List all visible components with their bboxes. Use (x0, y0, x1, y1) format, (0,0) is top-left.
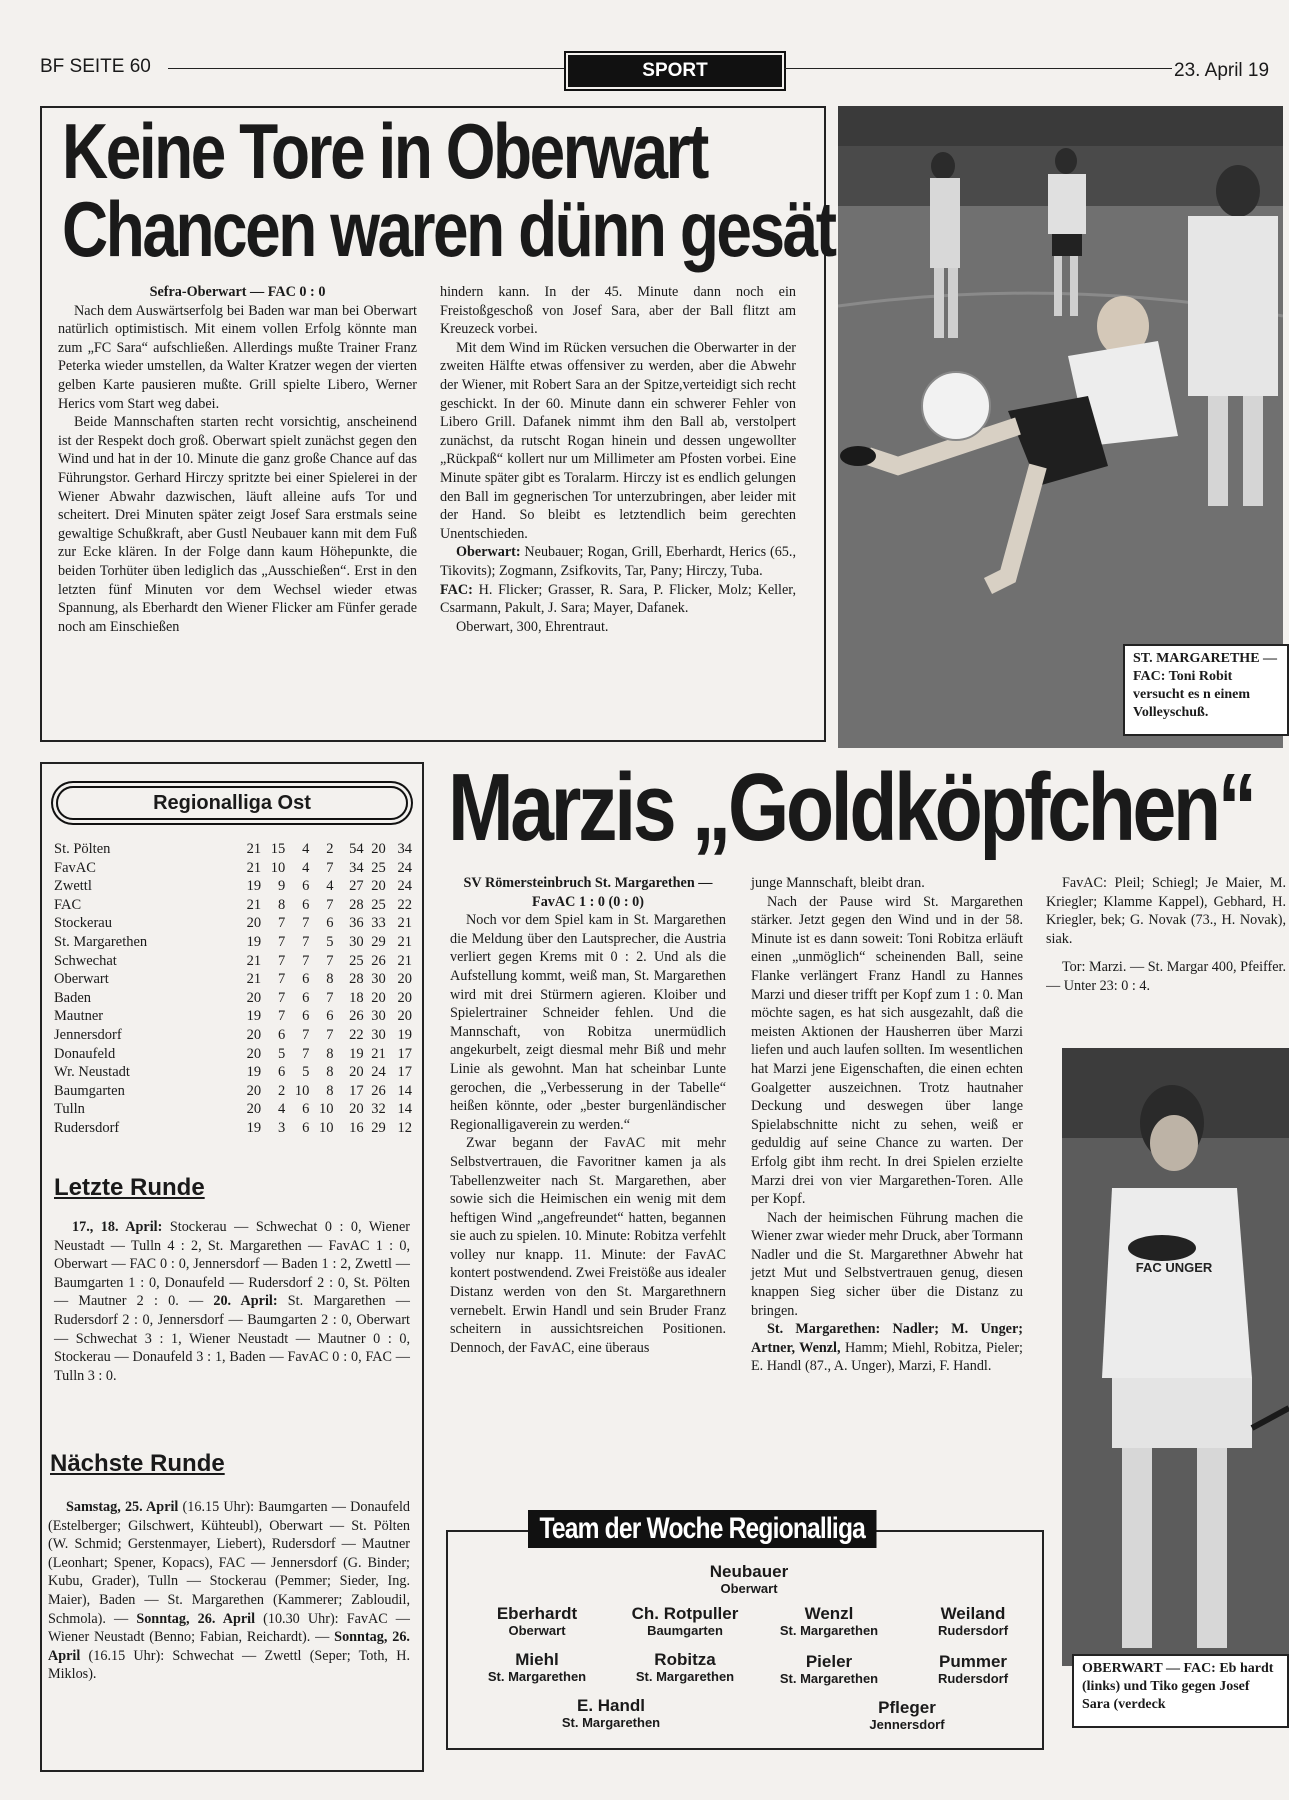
team-name: St. Pölten (54, 841, 111, 857)
stat-cell: 24 (397, 878, 412, 895)
stat-cell: 32 (371, 1101, 386, 1118)
stat-cell: 22 (349, 1026, 364, 1043)
stat-cell: 24 (397, 859, 412, 876)
team-name: FAC (54, 896, 82, 913)
jersey-text: FAC UNGER (1135, 1260, 1213, 1275)
stat-cell: 7 (302, 1026, 310, 1043)
stat-cell: 54 (349, 841, 364, 857)
article-marzi-col-1 (450, 874, 726, 1357)
article-marzi-headline: Marzis „Goldköpfchen“ (448, 754, 1254, 861)
stat-cell: 21 (246, 896, 262, 913)
team-name: Rudersdorf (54, 1119, 120, 1136)
player-club: St. Margarethen (561, 1715, 661, 1730)
match-result: Sefra-Oberwart — FAC 0 : 0 (149, 284, 326, 300)
stat-cell: 4 (278, 1101, 286, 1118)
lineup-oberwart (440, 543, 796, 580)
page-date: 23. April 19 (1174, 60, 1270, 81)
stat-cell: 15 (270, 841, 286, 857)
stat-cell: 8 (278, 896, 286, 913)
stat-cell: 5 (302, 1064, 310, 1081)
header-rule-left (168, 68, 565, 69)
player-club: Oberwart (720, 1581, 778, 1596)
player-name: Pummer (938, 1652, 1008, 1671)
stat-cell: 7 (326, 1026, 334, 1043)
lineup-label: Oberwart: (456, 544, 521, 561)
player-club: St. Margarethen (487, 1669, 587, 1684)
team-name: Tulln (54, 1101, 85, 1118)
stat-cell: 7 (302, 952, 310, 969)
player-club: St. Margarethen (779, 1671, 879, 1686)
article-marzi-col-2 (751, 874, 1023, 1376)
paragraph: Nach dem Auswärtserfolg bei Baden war man bei Oberwart natürlich optimistisch. Mit einem vollen Erfolg könnte man zum „FC Sara“ aufschließen. Allerdings mußte Trainer Franz Peterka wieder umstellen, da Walter Kratzer wegen der vierten gelben Karte pausieren mußte. Grill spielte Libero, Werner Herics vom Start weg dabei. (58, 302, 417, 412)
team-name: St. Margarethen (54, 933, 148, 950)
stat-cell: 3 (278, 1119, 286, 1136)
standings-row (54, 914, 412, 933)
stat-cell: 27 (349, 878, 364, 895)
match-photo-player (1062, 1048, 1289, 1666)
stat-cell: 34 (397, 841, 412, 857)
stat-cell: 2 (278, 1082, 286, 1099)
stat-cell: 6 (278, 1064, 286, 1081)
standings-row (54, 896, 412, 915)
lineup-favac: FavAC: Pleil; Schiegl; Je Maier, M. Kriegler; Klamme Kappel), Gebhard, H. Kriegler, bek; G. Novak (73., H. Novak), siak. (1046, 875, 1286, 947)
results-date: 17., 18. April: (72, 1219, 163, 1235)
stat-cell: 6 (302, 1119, 310, 1136)
lineup-fac (440, 581, 796, 618)
player-name: Ch. Rotpuller (631, 1604, 739, 1623)
stat-cell: 22 (397, 896, 412, 913)
fixtures-text: (16.15 Uhr): Baumgarten — Donaufeld (Estelberger; Gilschwert, Kühteubl), Oberwart — St. Pölten (W. Schmid; Gerstenmayer, Liebert), Rudersdorf — Mautner (Leonhart; Spener, Kopacs), FAC — Jennersdorf (G. Binder; Kubu, Grader), Tulln — Stockerau (Pemmer; Sieder, Ing. Maier), Baden — St. Margarethen (Kammerer; Zabloudil, Schmola). — (48, 1499, 410, 1627)
stat-cell: 4 (302, 841, 310, 857)
team-player (888, 1604, 1058, 1638)
naechste-runde-text (48, 1498, 410, 1684)
team-name: Jennersdorf (54, 1026, 122, 1043)
stat-cell: 25 (371, 859, 386, 876)
stat-cell: 7 (278, 952, 286, 969)
standings-row (54, 1007, 412, 1026)
player-club: Baumgarten (647, 1623, 723, 1638)
stat-cell: 36 (349, 915, 364, 932)
stat-cell: 10 (270, 859, 286, 876)
stat-cell: 26 (349, 1008, 364, 1025)
team-name: Baden (54, 989, 92, 1006)
fixtures-date: Sonntag, 26. April (48, 1629, 410, 1664)
stat-cell: 28 (349, 896, 364, 913)
stat-cell: 29 (371, 933, 386, 950)
photo-caption-oberwart: OBERWART — FAC: Eb hardt (links) und Tiko gegen Josef Sara (verdeck (1072, 1654, 1289, 1728)
team-der-woche-title: Team der Woche Regionalliga (528, 1510, 876, 1548)
paragraph: Noch vor dem Spiel kam in St. Margarethen die Meldung über den Lautsprecher, die Austria verliert gegen Krems mit 0 : 2. Und als die Aufstellung kommt, weiß man, St. Margarethen wird mit drei Stürmern agieren. Kloiber und Spielertrainer Schneider fehlen. Und die Mannschaft, von Robitza unermüdlich angekurbelt, zeigt diesmal mehr Biß und mehr Linie als gewohnt. Man hat scheinbar Lunte gerochen, die „Verbesserung in der Tabelle“ heißen könnte, oder „bester burgenländischer Regionalligaverein zu werden.“ (450, 912, 726, 1133)
paragraph: Nach der Pause wird St. Margarethen stärker. Jetzt gegen den Wind und in der 58. Minute ist es dann soweit: Toni Robitza erläuft einen „unmöglich“ scheinenden Ball, seine Flanke verlängert Franz Handl zu Hannes Marzi und dieser trifft per Kopf zum 1 : 0. Man möchte sagen, es hat sich ausgezahlt, daß die meisten Aktionen der Hausherren über Marzi liefen und auch laufen sollten. Im wesentlichen hat Marzi jene Eigenschaften, die einen echten Goalgetter auszeichnen. Trotz hautnaher Deckung und deswegen über lange Spielabschnitte nicht zu sehen, weiß er geduldig auf seine Chance zu warten. Der Erfolg gibt ihm recht. In drei Spielen erzielte Marzi drei von vier Margarethen-Toren. Alle per Kopf. (751, 893, 1023, 1208)
stat-cell: 20 (397, 1008, 412, 1025)
lineup-text: Neubauer; Rogan, Grill, Eberhardt, Herics (65., Tikovits); Zogmann, Zsifkovits, Tar, Pany; Hirczy, Tuba. (440, 544, 796, 579)
stat-cell: 10 (319, 1101, 334, 1118)
standings-row (54, 1045, 412, 1064)
lineup-label: St. Margarethen: Nadler; M. Unger; Artner, Wenzl, (751, 1321, 1023, 1356)
page-header-left: BF SEITE 60 (40, 56, 151, 77)
stat-cell: 6 (302, 971, 310, 988)
standings-row (54, 952, 412, 971)
match-footer: Oberwart, 300, Ehrentraut. (456, 618, 609, 635)
stat-cell: 21 (371, 1045, 386, 1062)
stat-cell: 14 (397, 1082, 412, 1099)
standings-row (54, 840, 412, 859)
header-rule-right (784, 68, 1172, 69)
stat-cell: 30 (371, 971, 386, 988)
stat-cell: 20 (397, 989, 412, 1006)
stat-cell: 19 (246, 878, 262, 895)
stat-cell: 5 (326, 933, 334, 950)
standings-row (54, 1082, 412, 1101)
standings-row (54, 1026, 412, 1045)
team-player (888, 1652, 1058, 1686)
stat-cell: 7 (326, 896, 334, 913)
stat-cell: 20 (349, 1064, 364, 1081)
article-oberwart-col-1 (58, 283, 417, 636)
stat-cell: 10 (294, 1082, 310, 1099)
lineup-label: FAC: (440, 581, 473, 598)
stat-cell: 21 (246, 971, 262, 988)
stat-cell: 6 (302, 896, 310, 913)
team-name: Schwechat (54, 952, 117, 969)
paragraph: hindern kann. In der 45. Minute dann noch ein Freistoßgeschoß von Josef Sara, aber der Ball flitzt am Kreuzeck vorbei. (440, 284, 796, 338)
lineup-text: Hamm; Miehl, Robitza, Pieler; E. Handl (87., A. Unger), Marzi, F. Handl. (751, 1339, 1024, 1375)
team-name: FavAC (54, 859, 96, 876)
player-name: Neubauer (709, 1562, 789, 1581)
stat-cell: 26 (371, 1082, 386, 1099)
stat-cell: 8 (326, 1045, 334, 1062)
stat-cell: 7 (302, 933, 310, 950)
stat-cell: 21 (246, 859, 262, 876)
photo-illustration (1062, 1048, 1289, 1666)
letzte-runde-text (54, 1218, 410, 1385)
team-name: Stockerau (54, 915, 112, 932)
stat-cell: 7 (326, 859, 334, 876)
stat-cell: 6 (326, 915, 334, 932)
stat-cell: 17 (397, 1045, 412, 1062)
stat-cell: 8 (326, 1082, 334, 1099)
team-name: Zwettl (54, 878, 92, 895)
stat-cell: 16 (349, 1119, 364, 1136)
stat-cell: 25 (349, 952, 364, 969)
team-name: Wr. Neustadt (54, 1064, 130, 1081)
standings-table (54, 840, 412, 1138)
results-paragraph (54, 1218, 410, 1385)
player-name: Miehl (515, 1650, 559, 1669)
photo-caption-volley: ST. MARGARETHE — FAC: Toni Robit versucht es n einem Volleyschuß. (1123, 644, 1289, 736)
stat-cell: 6 (302, 1101, 310, 1118)
letzte-runde-title: Letzte Runde (54, 1174, 205, 1201)
stat-cell: 19 (349, 1045, 364, 1062)
article-marzi-col-3 (1046, 874, 1286, 996)
team-name: Mautner (54, 1008, 104, 1025)
stat-cell: 7 (278, 915, 286, 932)
lineup-text: H. Flicker; Grasser, R. Sara, P. Flicker, Molz; Keller, Csarmann, Pakult, J. Sara; Mayer, Dafanek. (440, 581, 796, 617)
standings-row (54, 970, 412, 989)
stat-cell: 20 (371, 841, 386, 857)
stat-cell: 20 (246, 1082, 262, 1099)
team-player (452, 1604, 622, 1638)
paragraph: junge Mannschaft, bleibt dran. (751, 875, 925, 891)
stat-cell: 7 (278, 1008, 286, 1025)
stat-cell: 20 (397, 971, 412, 988)
stat-cell: 17 (349, 1082, 364, 1099)
stat-cell: 21 (246, 952, 262, 969)
stat-cell: 30 (371, 1026, 386, 1043)
standings-row (54, 859, 412, 878)
stat-cell: 19 (246, 933, 262, 950)
stat-cell: 7 (278, 971, 286, 988)
stat-cell: 6 (302, 878, 310, 895)
match-result: SV Römersteinbruch St. Margarethen — FavAC 1 : 0 (0 : 0) (463, 875, 713, 910)
team-player (664, 1562, 834, 1596)
team-name: Oberwart (54, 971, 109, 988)
stat-cell: 21 (246, 841, 262, 857)
player-club: Rudersdorf (937, 1623, 1009, 1638)
article-oberwart-col-2 (440, 283, 796, 636)
player-name: Eberhardt (496, 1604, 578, 1623)
stat-cell: 7 (326, 989, 334, 1006)
stat-cell: 7 (302, 915, 310, 932)
stat-cell: 24 (371, 1064, 386, 1081)
team-name: Baumgarten (54, 1082, 125, 1099)
standings-row (54, 1063, 412, 1082)
stat-cell: 6 (302, 989, 310, 1006)
stat-cell: 20 (246, 1045, 262, 1062)
standings-row (54, 1119, 412, 1138)
stat-cell: 20 (371, 989, 386, 1006)
section-badge: SPORT (568, 55, 782, 87)
stat-cell: 21 (397, 933, 412, 950)
stat-cell: 29 (371, 1119, 386, 1136)
stat-cell: 17 (397, 1064, 412, 1081)
stat-cell: 7 (302, 1045, 310, 1062)
stat-cell: 8 (326, 971, 334, 988)
player-club: Oberwart (508, 1623, 566, 1638)
standings-row (54, 1100, 412, 1119)
stat-cell: 20 (371, 878, 386, 895)
table-title: Regionalliga Ost (56, 786, 408, 820)
stat-cell: 20 (246, 1026, 262, 1043)
player-club: St. Margarethen (635, 1669, 735, 1684)
stat-cell: 7 (278, 989, 286, 1006)
team-player (822, 1698, 992, 1732)
stat-cell: 21 (397, 952, 412, 969)
stat-cell: 30 (349, 933, 364, 950)
article-oberwart-headline-1: Keine Tore in Oberwart (62, 107, 707, 195)
standings-row (54, 877, 412, 896)
stat-cell: 20 (349, 1101, 364, 1118)
stat-cell: 18 (349, 989, 364, 1006)
stat-cell: 20 (246, 989, 262, 1006)
player-name: Robitza (654, 1650, 716, 1669)
stat-cell: 19 (246, 1064, 262, 1081)
team-name: Donaufeld (54, 1045, 116, 1062)
standings-row (54, 933, 412, 952)
fixtures-date: Sonntag, 26. April (128, 1610, 256, 1627)
stat-cell: 9 (278, 878, 286, 895)
fixtures-paragraph (48, 1498, 410, 1684)
lineup-st-margarethen (751, 1320, 1023, 1376)
team-player (526, 1696, 696, 1730)
stat-cell: 6 (326, 1008, 334, 1025)
paragraph: Nach der heimischen Führung machen die Wiener zwar wieder mehr Druck, aber Tormann Nadler und die St. Margarethner Abwehr hat jetzt Mut und Selbstvertrauen genug, diesen knappen Sieg sicher über die Distanz zu bringen. (751, 1209, 1023, 1319)
stat-cell: 12 (397, 1119, 412, 1136)
stat-cell: 25 (371, 896, 386, 913)
stat-cell: 14 (397, 1101, 412, 1118)
stat-cell: 7 (326, 952, 334, 969)
stat-cell: 28 (349, 971, 364, 988)
fixtures-date: Samstag, 25. April (66, 1499, 179, 1515)
paragraph: Beide Mannschaften starten recht vorsichtig, anscheinend ist der Respekt doch groß. Oberwart spielt zunächst gegen den Wind und hat in der 10. Minute die ganz große Chance auf das Führungstor. Gerhard Hirczy spritzte bei einer Spielerei in der Wiener Abwahr dazwischen, läuft alleine aufs Tor und scheitert. Drei Minuten später zeigt Josef Sara erstmals seine gewaltige Schußkraft, aber Gustl Neubauer kann mit dem Fuß zur Ecke klären. In der Folge dann kaum Höhepunkte, die beiden Torhüter üben lediglich das „Ausschießen“. Erst in den letzten fünf Minuten vor dem Wechsel wieder etwas Spannung, als Eberhardt den Wiener Flicker am Fünfer gerade noch am Einschießen (58, 414, 417, 635)
fixtures-text: (16.15 Uhr): Schwechat — Zwettl (Seper; Toth, H. Miklos). (48, 1647, 410, 1683)
stat-cell: 6 (302, 1008, 310, 1025)
stat-cell: 21 (397, 915, 412, 932)
stat-cell: 8 (326, 1064, 334, 1081)
stat-cell: 4 (326, 878, 334, 895)
player-name: Wenzl (804, 1604, 854, 1623)
stat-cell: 34 (349, 859, 364, 876)
stat-cell: 20 (246, 915, 262, 932)
results-text: St. Margarethen — Rudersdorf 2 : 0, Jennersdorf — Baumgarten 2 : 0, Oberwart — Schwechat 3 : 1, Wiener Neustadt — Mautner 0 : 0, Stockerau — Donaufeld 3 : 1, Baden — FavAC 0 : 0, FAC — Tulln 3 : 0. (54, 1293, 410, 1384)
player-name: Weiland (940, 1604, 1006, 1623)
stat-cell: 6 (278, 1026, 286, 1043)
stat-cell: 19 (246, 1119, 262, 1136)
stat-cell: 5 (278, 1045, 286, 1062)
results-text: Stockerau — Schwechat 0 : 0, Wiener Neustadt — Tulln 4 : 2, St. Margarethen — FavAC 1 : 0, Oberwart — FAC 0 : 0, Jennersdorf — Baden 1 : 2, Zwettl — Baumgarten 1 : 0, Donaufeld — Rudersdorf 2 : 0, St. Pölten — Mautner 2 : 0. — (54, 1219, 411, 1310)
standings-row (54, 989, 412, 1008)
article-oberwart-headline-2: Chancen waren dünn gesät (62, 185, 835, 273)
player-club: St. Margarethen (779, 1623, 879, 1638)
stat-cell: 19 (246, 1008, 262, 1025)
stat-cell: 2 (326, 841, 334, 857)
paragraph: Zwar begann der FavAC mit mehr Selbstvertrauen, die Favoritner kamen ja als Tabellenzweiter nach St. Margarethen, aber sowie sich die Heimischen ein wenig mit dem heftigen Wind „angefreundet“ hatten, begannen sie auch zu spielen. 10. Minute: Robitza verfehlt volley nur knapp. 11. Minute: der FavAC kontert postwendend. Zwei Freistöße aus idealer Distanz werden von den St. Margarethnern vernebelt. Erwin Handl und sein Bruder Franz scheitern in aussichtsreichen Positionen. Dennoch, der FavAC, eine überaus (450, 1135, 726, 1356)
stat-cell: 19 (397, 1026, 412, 1043)
results-date: 20. April: (203, 1293, 278, 1310)
player-name: Pfleger (878, 1698, 936, 1717)
paragraph: Mit dem Wind im Rücken versuchen die Oberwarter in der zweiten Hälfte etwas offensiver zu werden, aber die Abwehr der Wiener, mit Robert Sara an der Spitze,verteidigt sich recht geschickt. In der 60. Minute dann ein schwerer Fehler von Libero Grill. Dafanek nimmt ihm den Ball ab, verstolpert zunächst, da rutscht Rogan hinein und dessen ungewollter „Rückpaß“ kollert nur um Millimeter am Pfosten vorbei. Eine Minute später gibt es Toralarm. Hirczy ist es endlich gelungen den Ball im gegnerischen Tor unterzubringen, aber leider mit der Hand. So bleibt es letztendlich beim gerechten Unentschieden. (440, 339, 796, 542)
team-player (452, 1650, 622, 1684)
player-name: E. Handl (576, 1696, 645, 1715)
player-club: Jennersdorf (869, 1717, 945, 1732)
stat-cell: 30 (371, 1008, 386, 1025)
stat-cell: 26 (371, 952, 386, 969)
stat-cell: 7 (278, 933, 286, 950)
player-name: Pieler (805, 1652, 853, 1671)
player-club: Rudersdorf (937, 1671, 1009, 1686)
stat-cell: 4 (302, 859, 310, 876)
stat-cell: 33 (371, 915, 386, 932)
naechste-runde-title: Nächste Runde (50, 1450, 225, 1477)
fixtures-text: (10.30 Uhr): FavAC — Wiener Neustadt (Benno; Fabian, Reichardt). — (48, 1610, 410, 1646)
match-goals: Tor: Marzi. — St. Margar 400, Pfeiffer. — Unter 23: 0 : 4. (1046, 959, 1286, 994)
stat-cell: 20 (246, 1101, 262, 1118)
stat-cell: 10 (319, 1119, 334, 1136)
